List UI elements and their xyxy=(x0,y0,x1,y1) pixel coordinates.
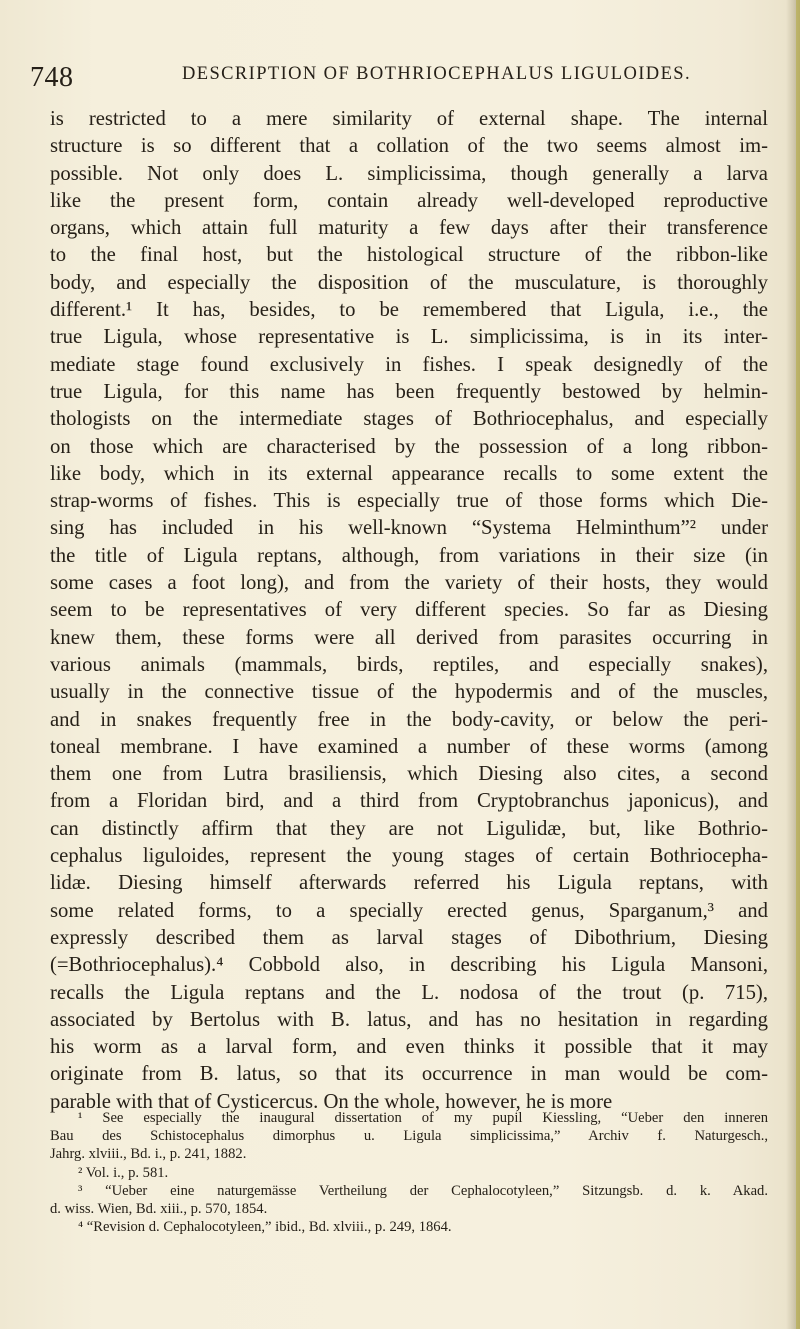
text-line: thologists on the intermediate stages of Bothriocephalus, and especially xyxy=(50,408,768,431)
text-line: knew them, these forms were all derived from parasites occurring in xyxy=(50,626,768,649)
page-edge-tint xyxy=(796,0,800,1329)
text-line: recalls the Ligula reptans and the L. nodosa of the trout (p. 715), xyxy=(50,981,768,1004)
footnote-line: Bau des Schistocephalus dimorphus u. Ligula simplicissima,” Archiv f. Naturgesch., xyxy=(50,1128,768,1145)
text-line: on those which are characterised by the possession of a long ribbon- xyxy=(50,435,768,458)
text-line: parable with that of Cysticercus. On the whole, however, he is more xyxy=(50,1090,613,1113)
text-line: body, and especially the disposition of the musculature, is thoroughly xyxy=(50,271,768,294)
text-line: lidæ. Diesing himself afterwards referred his Ligula reptans, with xyxy=(50,872,768,895)
text-line: strap-worms of fishes. This is especially true of those forms which Die- xyxy=(50,490,768,513)
text-line: can distinctly affirm that they are not Ligulidæ, but, like Bothrio- xyxy=(50,817,768,840)
page-header xyxy=(30,60,790,100)
text-line: to the final host, but the histological structure of the ribbon-like xyxy=(50,244,768,267)
text-line: sing has included in his well-known “Systema Helminthum”² under xyxy=(50,517,768,540)
text-line: some related forms, to a specially erected genus, Sparganum,³ and xyxy=(50,899,768,922)
running-title: DESCRIPTION OF BOTHRIOCEPHALUS LIGULOIDES. xyxy=(182,64,691,84)
text-line: different.¹ It has, besides, to be remembered that Ligula, i.e., the xyxy=(50,299,768,322)
footnote-line: ¹ See especially the inaugural dissertation of my pupil Kiessling, “Ueber den inneren xyxy=(78,1110,768,1126)
text-line: and in snakes frequently free in the body-cavity, or below the peri- xyxy=(50,708,768,731)
text-line: like the present form, contain already well-developed reproductive xyxy=(50,189,768,212)
text-line: seem to be representatives of very different species. So far as Diesing xyxy=(50,599,768,622)
text-line: expressly described them as larval stages of Dibothrium, Diesing xyxy=(50,926,768,949)
text-line: is restricted to a mere similarity of external shape. The internal xyxy=(50,108,768,130)
footnote-line: ² Vol. i., p. 581. xyxy=(78,1164,169,1181)
text-line: various animals (mammals, birds, reptiles, and especially snakes), xyxy=(50,653,768,676)
footnote-line: d. wiss. Wien, Bd. xiii., p. 570, 1854. xyxy=(50,1200,268,1217)
text-line: like body, which in its external appearance recalls to some extent the xyxy=(50,462,768,485)
footnote-line: ³ “Ueber eine naturgemässe Vertheilung der Cephalocotyleen,” Sitzungsb. d. k. Akad. xyxy=(78,1182,768,1199)
text-line: originate from B. latus, so that its occurrence in man would be com- xyxy=(50,1063,768,1086)
text-line: some cases a foot long), and from the variety of their hosts, they would xyxy=(50,572,768,595)
text-line: his worm as a larval form, and even thinks it possible that it may xyxy=(50,1036,768,1059)
footnote-line: ⁴ “Revision d. Cephalocotyleen,” ibid., Bd. xlviii., p. 249, 1864. xyxy=(78,1219,452,1236)
text-line: from a Floridan bird, and a third from Cryptobranchus japonicus), and xyxy=(50,790,768,813)
text-line: cephalus liguloides, represent the young stages of certain Bothriocepha- xyxy=(50,845,768,868)
text-line: possible. Not only does L. simplicissima, though generally a larva xyxy=(50,162,768,185)
text-line: the title of Ligula reptans, although, from variations in their size (in xyxy=(50,544,768,567)
text-line: them one from Lutra brasiliensis, which Diesing also cites, a second xyxy=(50,763,768,786)
text-line: organs, which attain full maturity a few days after their transference xyxy=(50,217,768,240)
footnotes xyxy=(50,1109,768,1236)
body-text xyxy=(50,106,768,1116)
text-line: true Ligula, whose representative is L. simplicissima, is in its inter- xyxy=(50,326,768,349)
text-line: toneal membrane. I have examined a number of these worms (among xyxy=(50,735,768,758)
page-number: 748 xyxy=(30,62,74,93)
footnote-line: Jahrg. xlviii., Bd. i., p. 241, 1882. xyxy=(50,1146,247,1163)
text-line: structure is so different that a collation of the two seems almost im- xyxy=(50,135,768,158)
text-line: true Ligula, for this name has been frequently bestowed by helmin- xyxy=(50,380,768,403)
text-line: usually in the connective tissue of the hypodermis and of the muscles, xyxy=(50,681,768,704)
text-line: associated by Bertolus with B. latus, and has no hesitation in regarding xyxy=(50,1008,768,1031)
text-line: mediate stage found exclusively in fishes. I speak designedly of the xyxy=(50,353,768,376)
text-line: (=Bothriocephalus).⁴ Cobbold also, in describing his Ligula Mansoni, xyxy=(50,954,768,977)
